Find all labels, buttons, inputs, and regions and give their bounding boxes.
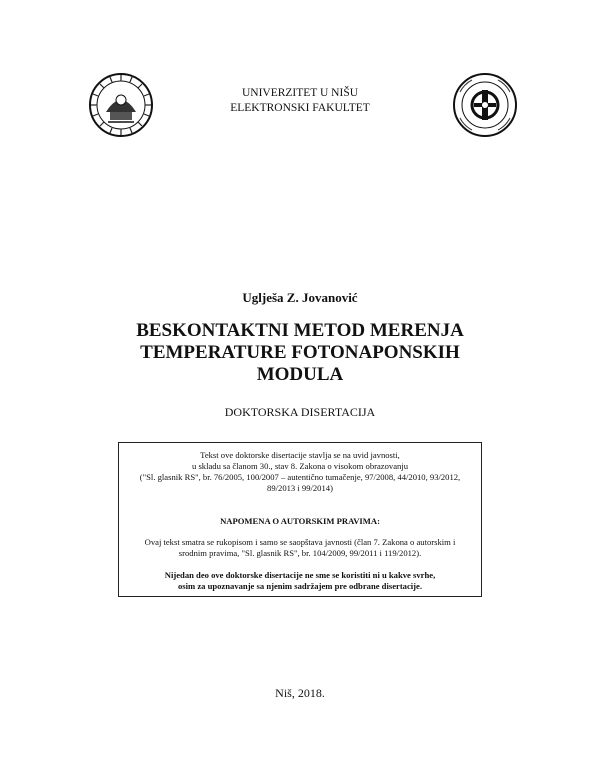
legal-line: Tekst ove doktorske disertacije stavlja se na uvid javnosti, bbox=[200, 450, 400, 460]
author-name: Uglješa Z. Jovanović bbox=[242, 290, 358, 305]
place-date: Niš, 2018. bbox=[275, 686, 325, 700]
legal-line: u skladu sa članom 30., stav 8. Zakona o visokom obrazovanju bbox=[192, 461, 408, 471]
copyright-line: Ovaj tekst smatra se rukopisom i samo se saopštava javnosti (član 7. Zakona o autorskim i bbox=[144, 537, 456, 547]
faculty-seal-icon bbox=[452, 72, 518, 138]
copyright-line: srodnim pravima, "Sl. glasnik RS", br. 104/2009, 99/2011 i 119/2012). bbox=[178, 548, 422, 558]
copyright-notice-box bbox=[118, 442, 482, 597]
university-name: UNIVERZITET U NIŠU bbox=[241, 87, 359, 99]
legal-statement bbox=[129, 450, 471, 494]
institution-header bbox=[150, 86, 450, 116]
legal-line: 89/2013 i 99/2014) bbox=[267, 483, 333, 493]
warning-line: Nijedan deo ove doktorske disertacije ne sme se koristiti ni u kakve svrhe, bbox=[164, 570, 436, 580]
legal-line: ("Sl. glasnik RS", br. 76/2005, 100/2007 – autentično tumačenje, 97/2008, 44/2010, 93/2012, bbox=[139, 472, 461, 482]
warning-line: osim za upoznavanje sa njenim sadržajem pre odbrane disertacije. bbox=[177, 581, 423, 591]
title-line: TEMPERATURE FOTONAPONSKIH bbox=[140, 342, 460, 363]
copyright-heading: NAPOMENA O AUTORSKIM PRAVIMA: bbox=[220, 516, 380, 526]
faculty-name: ELEKTRONSKI FAKULTET bbox=[230, 102, 370, 114]
title-line: MODULA bbox=[256, 364, 344, 385]
thesis-title bbox=[80, 320, 520, 386]
usage-warning bbox=[129, 570, 471, 592]
university-seal-icon bbox=[88, 72, 154, 138]
document-type: DOKTORSKA DISERTACIJA bbox=[224, 405, 376, 419]
title-line: BESKONTAKTNI METOD MERENJA bbox=[136, 320, 464, 341]
copyright-body bbox=[127, 537, 473, 559]
